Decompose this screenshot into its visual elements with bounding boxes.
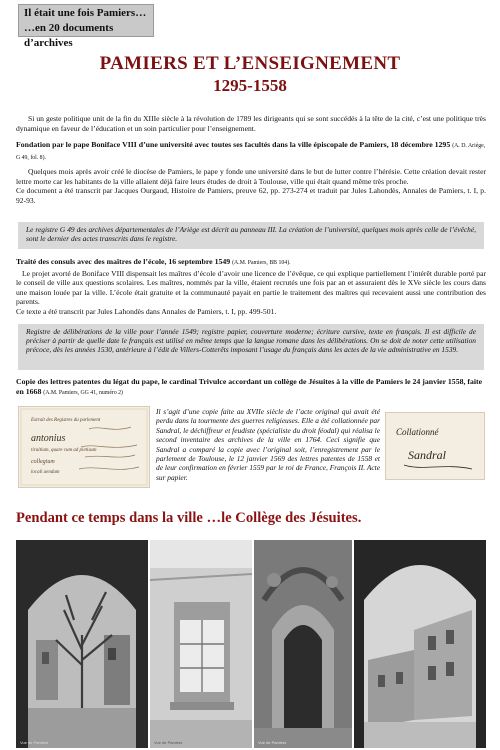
section2-source: (A.M. Pamiers, BB 104). [232,260,291,266]
section2-heading [16,257,486,269]
section2-heading-text: Traité des consuls avec des maîtres de l’école, 16 septembre 1549 [16,257,231,266]
section-jesuit-letters [16,377,486,398]
ms-left-line-1: Extrait des Registres du parlement [31,418,101,423]
section-school-treaty [16,257,486,317]
section3-source: (A.M. Pamiers, GG 41, numéro 2) [43,389,123,396]
photo-window-facade [150,540,252,748]
series-label [18,4,154,49]
photo-archway-tree [16,540,148,748]
photo1-caption: Vue de Pamiers [20,740,49,745]
section2-body: Le projet avorté de Boniface VIII dispensait les maîtres d’école d’avoir une licence de l’évêque, ce qui explique partiellement l’intérêt durable porté par le conseil de ville aux questions scolaires. Les maîtres, nommés par la ville, étaient recrutés une fois par an et assuraient dès le XVe siècle les cours dans une maison louée par la ville. L’école était gratuite et la communauté payait en partie le traitement des maîtres qui recevaient aussi une contribution des parents. [16,268,486,307]
ms-left-line-5: locali aendum [31,470,60,475]
ms-left-line-3: tiraitium, quare cum ad pietiusm [31,448,97,453]
section1-note: Le registre G 49 des archives départementales de l’Ariège est décrit au panneau III. La création de l’université, quelques mois après celle de l’évêché, sont le dernier des actes transcrits dans le registre. [18,222,484,249]
section3-heading [16,377,486,398]
photo3-caption: Vue de Pamiers [258,740,287,745]
series-line-1: Il était une fois Pamiers… [24,7,147,19]
section2-transcription: Ce texte a été transcrit par Jules Lahondès dans Annales de Pamiers, t. I, pp. 499-501. [16,306,277,316]
section1-heading-text: Fondation par le pape Boniface VIII d’une université avec toutes ses facultés dans la ville épiscopale de Pamiers, 18 décembre 1295 [16,140,451,149]
section3-heading-text: Copie des lettres patentes du légat du pape, le cardinal Trivulce accordant un collège de Jésuites à la ville de Pamiers le 24 janvier 1558, faite en 1668 [16,377,483,396]
section1-heading [16,140,486,163]
page-title: PAMIERS ET L’ENSEIGNEMENT [99,53,401,74]
photo-courtyard-arch [354,540,486,748]
ms-left-line-2: antonius [31,433,66,444]
ms-right-line-2: Sandral [408,448,447,462]
intro-paragraph: Si un geste politique unit de la fin du XIIIe siècle à la révolution de 1789 les dirigeants qui se sont succédés à la tête de la cité, c’est une politique très dynamique en faveur de l’éducation et un soin particulier pour l’enseignement. [16,114,486,133]
ms-right-line-1: Collationné [396,427,439,437]
section1-transcription: Ce document a été transcrit par Jacques Ourgaud, Histoire de Pamiers, preuve 62, pp. 273-274 et traduit par Jules Lahondès, Annales de Pamiers, t. I, p. 92-93. [16,186,486,205]
section3-note: Il s’agit d’une copie faite au XVIIe siècle de l’acte original qui avait été perdu dans la tourmente des guerres religieuses. Elle a été collationnée par Sandral, le déchiffreur et feudiste (spécialiste du droit féodal) qui réalisa le second inventaire des archives de la ville en 1764. Ceci signifie que Sandral a comparé la copie avec l’original soit, l’enregistrement par le parlement de Toulouse, le 12 janvier 1569 des lettres patentes de 1558 et de leur confirmation en février 1559 par le roi de France, François II. Acte sur papier. [156,407,380,482]
photo-stone-doorway [254,540,352,748]
section1-body: Quelques mois après avoir créé le diocèse de Pamiers, le pape y fonde une université dans le but de lutter contre l’hérésie. Cette création devait rester lettre morte car les habitants de la ville allaient déjà faire leurs études de droit à Toulouse, ville qui était quand même très proche. [16,167,486,186]
series-line-2: …en 20 documents d’archives [24,22,114,49]
page-title-dates: 1295-1558 [213,76,287,95]
ms-left-line-4: collegium [31,459,55,465]
jesuit-college-banner: Pendant ce temps dans la ville …le Collège des Jésuites. [16,510,362,526]
photo2-caption: Vue de Pamiers [154,740,183,745]
section-university [16,140,486,206]
section2-note: Registre de délibérations de la ville pour l’année 1549; registre papier, couverture moderne; écriture cursive, texte en français. Il est difficile de préciser à partir de quelle date le français est utilisé en même temps que la langue romane dans les délibérations. On se doit de noter cette utilisation précoce, dès les années 1530, antérieure à l’édit de Villers-Cotterêts imposant l’usage du français dans les actes de la vie administrative en 1539. [18,324,484,370]
manuscript-signature-image [385,412,485,480]
manuscript-image-left [18,406,150,488]
section1-source: (A. D. Ariège, G 49, fol. 8). [16,143,486,161]
